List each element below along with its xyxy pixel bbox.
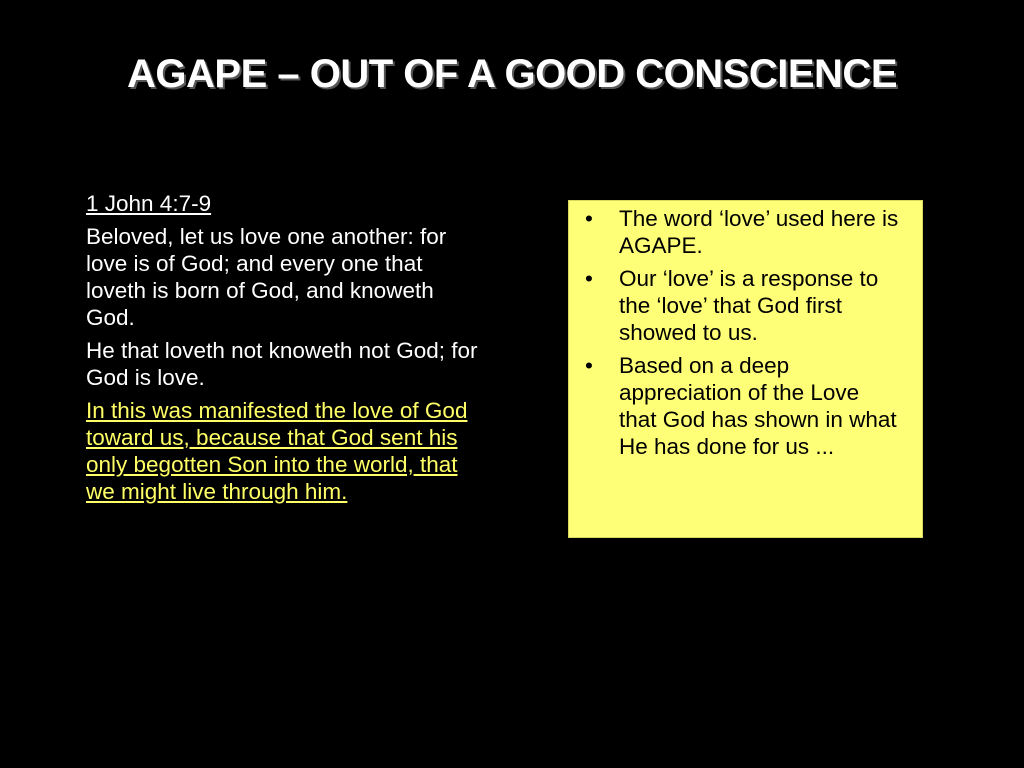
scripture-column: [86, 190, 486, 511]
scripture-verse-9: In this was manifested the love of God toward us, because that God sent his only begotten Son into the world, that we might live through him.: [86, 398, 468, 504]
note-list: [569, 201, 922, 460]
bullet-icon: •: [585, 266, 593, 291]
note-item: [577, 205, 902, 259]
note-item: [577, 265, 902, 346]
note-text: Our ‘love’ is a response to the ‘love’ that God first showed to us.: [619, 266, 879, 345]
bullet-icon: •: [585, 206, 593, 231]
note-item: [577, 352, 902, 460]
scripture-verse-8: He that loveth not knoweth not God; for God is love.: [86, 338, 478, 390]
scripture-reference: 1 John 4:7-9: [86, 191, 212, 216]
slide-title: AGAPE – OUT OF A GOOD CONSCIENCE: [127, 52, 897, 96]
note-box: [568, 200, 923, 538]
bullet-icon: •: [585, 353, 593, 378]
scripture-verse-7: Beloved, let us love one another: for love is of God; and every one that loveth is born of God, and knoweth God.: [86, 224, 447, 330]
note-text: The word ‘love’ used here is AGAPE.: [619, 206, 899, 258]
note-text: Based on a deep appreciation of the Love that God has shown in what He has done for us ...: [619, 353, 897, 459]
